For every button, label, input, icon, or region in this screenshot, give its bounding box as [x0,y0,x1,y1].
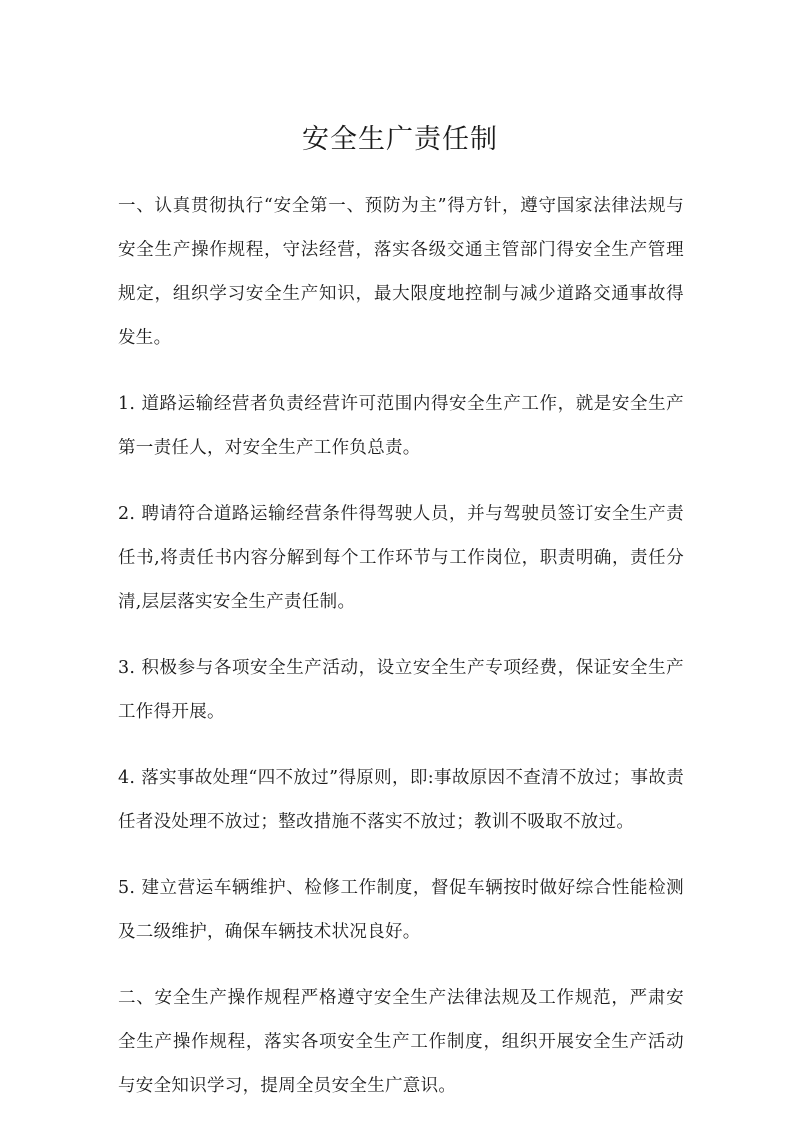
paragraph-section-1: 一、认真贯彻执行“安全第一、预防为主”得方针，遵守国家法律法规与安全生产操作规程，守法经营，落实各级交通主管部门得安全生产管理规定，组织学习安全生产知识，最大限度地控制与减少道路交通事故得发生。 [118,196,684,348]
paragraph-item-3: 3. 积极参与各项安全生产活动，设立安全生产专项经费，保证安全生产工作得开展。 [118,658,684,722]
paragraph-section-2: 二、安全生产操作规程严格遵守安全生产法律法规及工作规范，严肃安全生产操作规程，落实各项安全生产工作制度，组织开展安全生产活动与安全知识学习，提周全员安全生广意识。 [118,988,684,1096]
paragraph-item-1: 1. 道路运输经营者负责经营许可范围内得安全生产工作，就是安全生产第一责任人，对安全生产工作负总责。 [118,394,684,458]
paragraph-item-5: 5. 建立营运车辆维护、检修工作制度，督促车辆按时做好综合性能检测及二级维护，确保车辆技术状况良好。 [118,878,684,942]
paragraph-item-4: 4. 落实事故处理“四不放过”得原则，即:事故原因不查清不放过；事故责任者没处理不放过；整改措施不落实不放过；教训不吸取不放过。 [118,768,684,832]
paragraph-item-2: 2. 聘请符合道路运输经营条件得驾驶人员，并与驾驶员签订安全生产责任书,将责任书内容分解到每个工作环节与工作岗位，职责明确，责任分清,层层落实安全生产责任制。 [118,504,684,612]
document-title: 安全生广责任制 [302,124,498,155]
document-body [118,184,684,1130]
